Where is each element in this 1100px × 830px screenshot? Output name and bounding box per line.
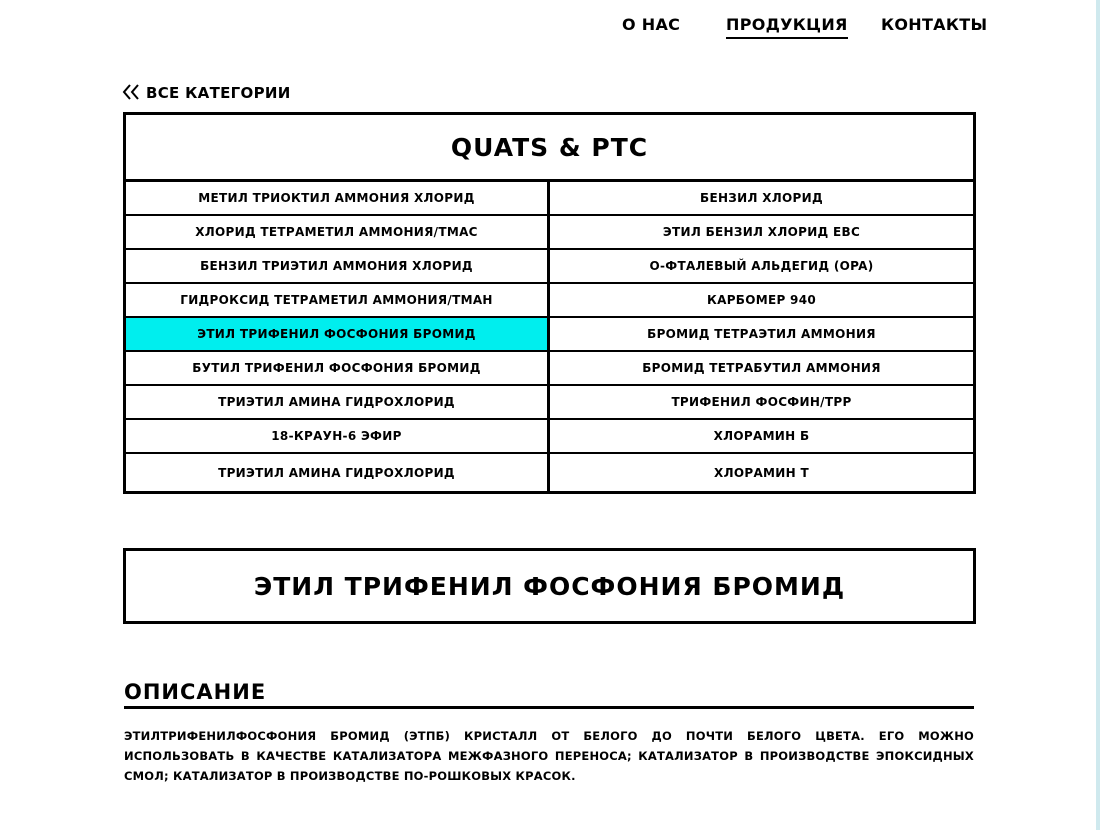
product-item[interactable]: О-ФТАЛЕВЫЙ АЛЬДЕГИД (OPA) xyxy=(550,250,973,284)
product-item[interactable]: БРОМИД ТЕТРАЭТИЛ АММОНИЯ xyxy=(550,318,973,352)
product-item[interactable]: МЕТИЛ ТРИОКТИЛ АММОНИЯ ХЛОРИД xyxy=(126,182,550,216)
product-item[interactable]: ХЛОРАМИН Т xyxy=(714,465,809,480)
top-nav xyxy=(0,14,1100,44)
back-link-label: ВСЕ КАТЕГОРИИ xyxy=(146,84,291,102)
description-heading: ОПИСАНИЕ xyxy=(124,680,974,709)
product-item[interactable]: БЕНЗИЛ ТРИЭТИЛ АММОНИЯ ХЛОРИД xyxy=(126,250,550,284)
product-item[interactable]: ЭТИЛ БЕНЗИЛ ХЛОРИД EBC xyxy=(550,216,973,250)
right-edge-strip xyxy=(1096,0,1100,830)
product-item[interactable]: ТРИЭТИЛ АМИНА ГИДРОХЛОРИД xyxy=(126,454,550,491)
product-grid xyxy=(126,182,973,491)
back-to-categories-link[interactable] xyxy=(122,82,291,104)
product-item[interactable]: ТРИФЕНИЛ ФОСФИН/TPP xyxy=(550,386,973,420)
product-item[interactable]: 18-КРАУН-6 ЭФИР xyxy=(126,420,550,454)
product-item[interactable]: ТРИЭТИЛ АМИНА ГИДРОХЛОРИД xyxy=(126,386,550,420)
product-item[interactable]: ХЛОРАМИН Б xyxy=(550,420,973,454)
product-item[interactable]: ГИДРОКСИД ТЕТРАМЕТИЛ АММОНИЯ/TMAH xyxy=(126,284,550,318)
product-item[interactable]: БЕНЗИЛ ХЛОРИД xyxy=(550,182,973,216)
category-title: QUATS & PTC xyxy=(126,115,973,182)
product-item-selected[interactable]: ЭТИЛ ТРИФЕНИЛ ФОСФОНИЯ БРОМИД xyxy=(126,318,550,352)
product-item[interactable]: БУТИЛ ТРИФЕНИЛ ФОСФОНИЯ БРОМИД xyxy=(126,352,550,386)
nav-link-about[interactable]: О НАС xyxy=(622,15,681,34)
double-chevron-left-icon xyxy=(122,83,140,103)
product-title: ЭТИЛ ТРИФЕНИЛ ФОСФОНИЯ БРОМИД xyxy=(123,548,976,624)
nav-link-products[interactable]: ПРОДУКЦИЯ xyxy=(726,14,848,39)
product-item[interactable]: КАРБОМЕР 940 xyxy=(550,284,973,318)
product-item[interactable]: БРОМИД ТЕТРАБУТИЛ АММОНИЯ xyxy=(550,352,973,386)
category-product-table xyxy=(123,112,976,494)
nav-link-contacts[interactable]: КОНТАКТЫ xyxy=(881,15,988,34)
product-item[interactable]: ХЛОРИД ТЕТРАМЕТИЛ АММОНИЯ/TMAC xyxy=(126,216,550,250)
description-text: ЭТИЛТРИФЕНИЛФОСФОНИЯ БРОМИД (ЭТПБ) КРИСТАЛЛ ОТ БЕЛОГО ДО ПОЧТИ БЕЛОГО ЦВЕТА. ЕГО МОЖНО ИСПОЛЬЗОВАТЬ В КАЧЕСТВЕ КАТАЛИЗАТОРА МЕЖФАЗНОГО ПЕРЕНОСА; КАТАЛИЗАТОР В ПРОИЗВОДСТВЕ ЭПОКСИДНЫХ СМОЛ; КАТАЛИЗАТОР В ПРОИЗВОДСТВЕ ПО-РОШКОВЫХ КРАСОК. xyxy=(124,729,974,783)
